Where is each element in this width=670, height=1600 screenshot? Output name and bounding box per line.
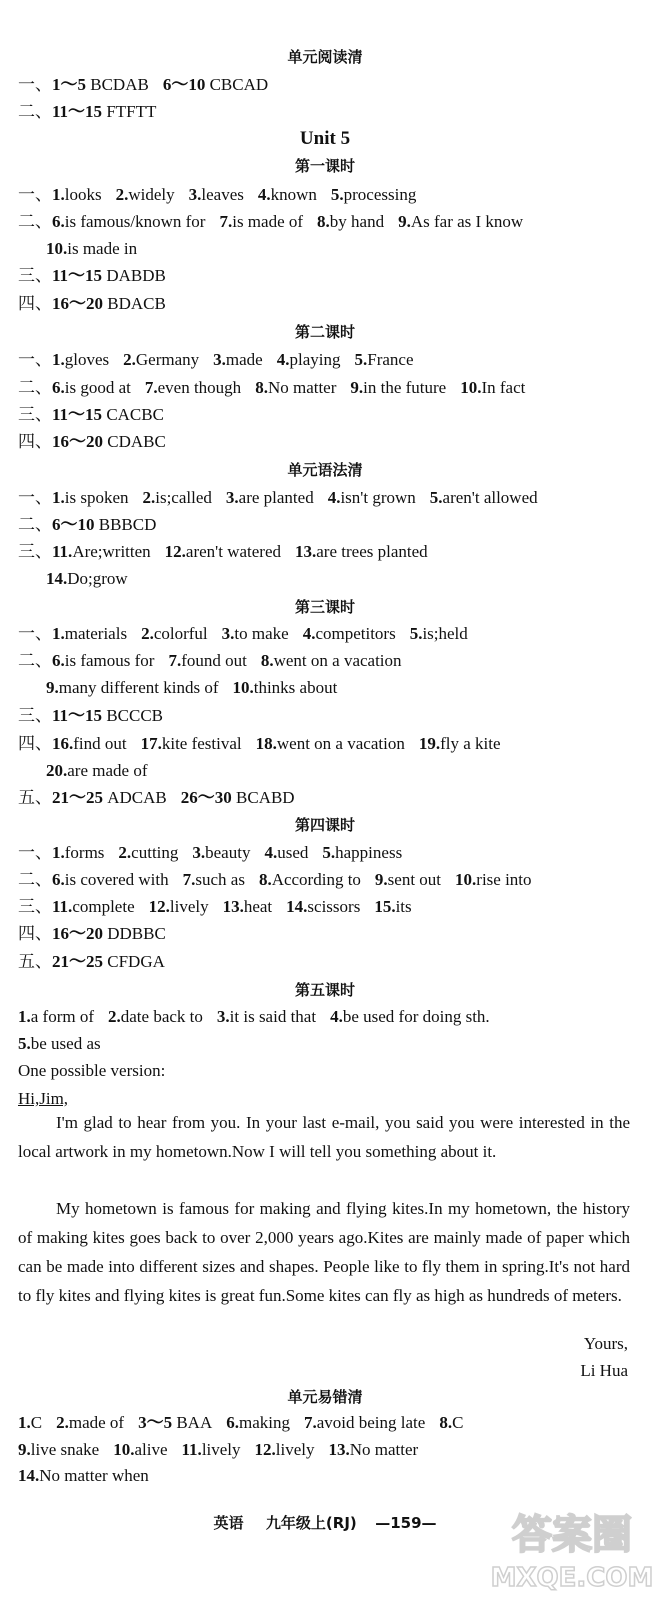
answer-text: materials	[64, 624, 128, 643]
answer-text: No matter	[267, 378, 337, 397]
answer-number: 6.	[52, 651, 65, 670]
answer-text: In fact	[481, 378, 526, 397]
answer-number: 4.	[327, 488, 341, 507]
answer-number: 12.	[164, 542, 186, 561]
line-prefix: 三、	[18, 542, 52, 561]
page-number: —159—	[375, 1514, 437, 1532]
lesson-1-line-3: 三、11～15 DABDB	[18, 266, 166, 285]
line-prefix: 二、	[18, 378, 52, 397]
answer-text: C	[30, 1413, 43, 1432]
answer-number: 10.	[46, 239, 68, 258]
lesson-1-line-2b	[46, 238, 137, 260]
answer-text: went on a vacation	[276, 734, 405, 753]
answer-text: made of	[68, 1413, 125, 1432]
lesson-4-line-4: 四、16～20 DDBBC	[18, 924, 166, 943]
reading-line-2: 二、11～15 FTFTT	[18, 102, 157, 121]
answer-number: 6.	[52, 212, 65, 231]
answer-number: 2.	[141, 624, 154, 643]
lesson-4-line-5: 五、21～25 CFDGA	[18, 952, 165, 971]
answer-text: looks	[64, 185, 102, 204]
answer-number: 3.	[213, 350, 226, 369]
answer-number: 7.	[182, 870, 196, 889]
essay-signature: Li Hua	[580, 1361, 628, 1380]
answer-number: 6.	[52, 870, 65, 889]
answer-text: sent out	[387, 870, 442, 889]
essay-paragraph-1: I'm glad to hear from you. In your last e-mail, you said you were interested in the local artwork in my hometown.Now I will tell you something about it.	[18, 1113, 630, 1161]
section-title-grammar: 单元语法清	[287, 461, 363, 479]
lesson-5-line-2	[18, 1033, 101, 1055]
answer-text: As far as I know	[410, 212, 524, 231]
answer-number: 2.	[108, 1007, 121, 1026]
answer-number: 3.	[192, 843, 206, 862]
answer-text: No matter	[349, 1440, 419, 1459]
watermark-logo	[482, 1498, 662, 1594]
footer-grade: 九年级上(RJ)	[265, 1514, 357, 1532]
lesson-2-line-4: 四、16～20 CDABC	[18, 432, 166, 451]
answer-number: 3.	[216, 1007, 230, 1026]
answer-text: aren't allowed	[442, 488, 538, 507]
lesson-3-title: 第三课时	[294, 598, 355, 616]
essay-closing: Yours,	[583, 1334, 628, 1353]
answer-number: 16.	[52, 734, 74, 753]
answer-number: 13.	[328, 1440, 350, 1459]
errors-line-3	[18, 1465, 149, 1487]
answer-number: 14.	[286, 897, 308, 916]
answer-text: is famous for	[64, 651, 155, 670]
answer-text: leaves	[201, 185, 244, 204]
answer-number: 5.	[409, 624, 423, 643]
answer-number: 5.	[330, 185, 344, 204]
answer-text: Germany	[135, 350, 200, 369]
answer-number: 1.	[52, 488, 65, 507]
answer-text: making	[238, 1413, 290, 1432]
answer-text: used	[277, 843, 309, 862]
answer-text: is;called	[155, 488, 212, 507]
answer-text: are trees planted	[316, 542, 428, 561]
answer-text: happiness	[335, 843, 403, 862]
answer-text: France	[367, 350, 414, 369]
answer-number: 18.	[255, 734, 277, 753]
answer-number: 7.	[219, 212, 233, 231]
answer-text: fly a kite	[440, 734, 501, 753]
answer-text: complete	[72, 897, 135, 916]
line-prefix: 一、	[18, 843, 52, 862]
answer-text: be used as	[30, 1034, 101, 1053]
line-prefix: 三、	[18, 897, 52, 916]
answer-text: it is said that	[229, 1007, 317, 1026]
answer-number: 4.	[264, 843, 278, 862]
answer-number: 9.	[46, 678, 59, 697]
answer-text: is spoken	[64, 488, 129, 507]
footer-subject: 英语	[213, 1514, 244, 1532]
answer-number: 1.	[52, 350, 65, 369]
answer-number: 1.	[52, 185, 65, 204]
line-prefix: 一、	[18, 488, 52, 507]
lesson-3-line-4b	[46, 760, 147, 782]
answer-text: rise into	[476, 870, 532, 889]
grammar-line-3b	[46, 568, 128, 590]
answer-number: 4.	[276, 350, 290, 369]
answer-text: are made of	[67, 761, 148, 780]
answer-number: 7.	[144, 378, 158, 397]
answer-text: known	[270, 185, 317, 204]
answer-text: made	[225, 350, 263, 369]
answer-text: lively	[201, 1440, 241, 1459]
answer-number: 12.	[148, 897, 170, 916]
answer-text: be used for doing sth.	[342, 1007, 490, 1026]
answer-number: 11.	[52, 897, 73, 916]
lesson-4-line-3	[18, 896, 412, 918]
answer-text: Are;written	[72, 542, 151, 561]
answer-text: found out	[181, 651, 247, 670]
answer-number: 7.	[168, 651, 182, 670]
line-prefix: 二、	[18, 870, 52, 889]
lesson-2-line-2	[18, 377, 525, 399]
answer-number: 15.	[374, 897, 396, 916]
answer-number: 8.	[258, 870, 272, 889]
lesson-5-title: 第五课时	[294, 981, 355, 999]
answer-number: 9.	[350, 378, 364, 397]
essay-paragraph-2: My hometown is famous for making and flying kites.In my hometown, the history of making kites goes back to over 2,000 years ago.Kites are mainly made of paper which can be made into different sizes and shapes. People like to fly them in spring.It's not hard to fly kites and flying kites is great fun.Some kites can fly as high as hundreds of meters.	[18, 1199, 630, 1305]
answer-text: is made of	[232, 212, 304, 231]
answer-number: 3～5	[138, 1413, 173, 1432]
answer-text: competitors	[315, 624, 396, 643]
answer-number: 4.	[257, 185, 271, 204]
line-prefix: 一、	[18, 624, 52, 643]
answer-text: Do;grow	[67, 569, 128, 588]
answer-number: 3.	[188, 185, 202, 204]
answer-text: kite festival	[161, 734, 242, 753]
lesson-1-line-2	[18, 211, 523, 233]
lesson-1-title: 第一课时	[294, 157, 355, 175]
answer-number: 6.	[226, 1413, 239, 1432]
answer-number: 14.	[46, 569, 68, 588]
answer-text: beauty	[205, 843, 251, 862]
answer-number: 12.	[254, 1440, 276, 1459]
answer-text: widely	[128, 185, 175, 204]
lesson-3-line-1	[18, 623, 468, 645]
errors-line-1	[18, 1412, 463, 1434]
answer-text: are planted	[238, 488, 314, 507]
answer-number: 2.	[118, 843, 132, 862]
watermark-text-cn: 答案圈	[512, 1512, 632, 1558]
answer-number: 1.	[18, 1007, 31, 1026]
answer-number: 4.	[302, 624, 316, 643]
answer-text: lively	[275, 1440, 315, 1459]
answer-number: 14.	[18, 1466, 40, 1485]
answer-number: 6.	[52, 378, 65, 397]
answer-number: 11.	[52, 542, 73, 561]
lesson-2-line-1	[18, 349, 414, 371]
lesson-1-line-1	[18, 184, 416, 206]
answer-number: 8.	[260, 651, 274, 670]
answer-number: 10.	[232, 678, 254, 697]
section-title-errors: 单元易错清	[287, 1388, 363, 1406]
answer-number: 1.	[18, 1413, 31, 1432]
answer-text: alive	[134, 1440, 168, 1459]
answer-number: 2.	[115, 185, 129, 204]
essay-version-label: One possible version:	[18, 1061, 166, 1080]
lesson-4-line-2	[18, 869, 532, 891]
answer-number: 3.	[225, 488, 239, 507]
answer-text: is good at	[64, 378, 131, 397]
answer-number: 10.	[455, 870, 477, 889]
answer-number: 8.	[255, 378, 268, 397]
answer-number: 17.	[140, 734, 162, 753]
answer-text: gloves	[64, 350, 110, 369]
unit-heading: Unit 5	[299, 128, 351, 149]
answer-text: date back to	[120, 1007, 203, 1026]
watermark-text-en: MXQE.COM	[490, 1563, 654, 1593]
lesson-4-line-1	[18, 842, 402, 864]
answer-text: to make	[234, 624, 289, 643]
answer-number: 10.	[113, 1440, 135, 1459]
answer-number: 2.	[123, 350, 136, 369]
line-prefix: 一、	[18, 350, 52, 369]
answer-number: 3.	[221, 624, 235, 643]
answer-number: 20.	[46, 761, 68, 780]
answer-number: 13.	[295, 542, 317, 561]
answer-text: No matter when	[39, 1466, 149, 1485]
answer-number: 9.	[374, 870, 388, 889]
answer-text: its	[395, 897, 412, 916]
answer-text: is covered with	[64, 870, 169, 889]
lesson-2-line-3: 三、11～15 CACBC	[18, 405, 164, 424]
answer-number: 7.	[303, 1413, 317, 1432]
answer-text: playing	[289, 350, 341, 369]
lesson-3-line-4	[18, 733, 501, 755]
answer-number: 11.	[181, 1440, 202, 1459]
lesson-3-line-5: 五、21～25 ADCAB 26～30 BCABD	[18, 788, 295, 807]
answer-number: 5.	[18, 1034, 31, 1053]
answer-text: lively	[169, 897, 209, 916]
answer-text: forms	[64, 843, 105, 862]
errors-line-2	[18, 1439, 418, 1461]
answer-number: 8.	[439, 1413, 453, 1432]
lesson-1-line-4: 四、16～20 BDACB	[18, 294, 166, 313]
answer-text: went on a vacation	[273, 651, 402, 670]
answer-number: 5.	[354, 350, 368, 369]
answer-text: a form of	[30, 1007, 95, 1026]
answer-text: avoid being late	[316, 1413, 426, 1432]
answer-number: 1.	[52, 624, 65, 643]
answer-text: such as	[195, 870, 245, 889]
answer-text: is made in	[67, 239, 138, 258]
answer-text: According to	[271, 870, 361, 889]
answer-text: aren't watered	[185, 542, 282, 561]
answer-text: is famous/known for	[64, 212, 206, 231]
answer-text: by hand	[329, 212, 385, 231]
answer-text: cutting	[131, 843, 179, 862]
answer-number: 2.	[56, 1413, 69, 1432]
answer-text: C	[452, 1413, 464, 1432]
lesson-3-line-2b	[46, 677, 337, 699]
answer-text: thinks about	[253, 678, 338, 697]
answer-text: isn't grown	[340, 488, 416, 507]
answer-number: 9.	[18, 1440, 31, 1459]
answer-number: 13.	[222, 897, 244, 916]
answer-text: heat	[243, 897, 273, 916]
answer-number: 5.	[429, 488, 443, 507]
answer-number: 2.	[142, 488, 156, 507]
grammar-line-1	[18, 487, 538, 509]
essay-greeting: Hi,Jim,	[18, 1089, 69, 1108]
line-prefix: 四、	[18, 734, 52, 753]
line-prefix: 二、	[18, 212, 52, 231]
section-title-reading: 单元阅读清	[287, 48, 363, 66]
grammar-line-3	[18, 541, 428, 563]
answer-text: colorful	[153, 624, 208, 643]
answer-text: is;held	[422, 624, 468, 643]
reading-line-1: 一、1～5 BCDAB 6～10 CBCAD	[18, 75, 269, 94]
answer-number: 9.	[398, 212, 411, 231]
answer-number: 5.	[322, 843, 336, 862]
answer-text: even though	[157, 378, 242, 397]
answer-number: 8.	[317, 212, 330, 231]
line-prefix: 二、	[18, 651, 52, 670]
answer-number: 10.	[460, 378, 482, 397]
lesson-5-line-1	[18, 1006, 490, 1028]
answer-text: find out	[73, 734, 127, 753]
lesson-4-title: 第四课时	[294, 816, 355, 834]
lesson-2-title: 第二课时	[294, 323, 355, 341]
grammar-line-2: 二、6～10 BBBCD	[18, 515, 157, 534]
answer-text: many different kinds of	[58, 678, 219, 697]
lesson-3-line-3: 三、11～15 BCCCB	[18, 706, 164, 725]
answer-text: in the future	[363, 378, 447, 397]
answer-text: scissors	[307, 897, 361, 916]
answer-number: 1.	[52, 843, 65, 862]
answer-text: BAA	[172, 1413, 213, 1432]
answer-text: processing	[343, 185, 417, 204]
line-prefix: 一、	[18, 185, 52, 204]
answer-text: live snake	[30, 1440, 100, 1459]
lesson-3-line-2	[18, 650, 402, 672]
answer-number: 4.	[330, 1007, 343, 1026]
answer-number: 19.	[418, 734, 441, 753]
